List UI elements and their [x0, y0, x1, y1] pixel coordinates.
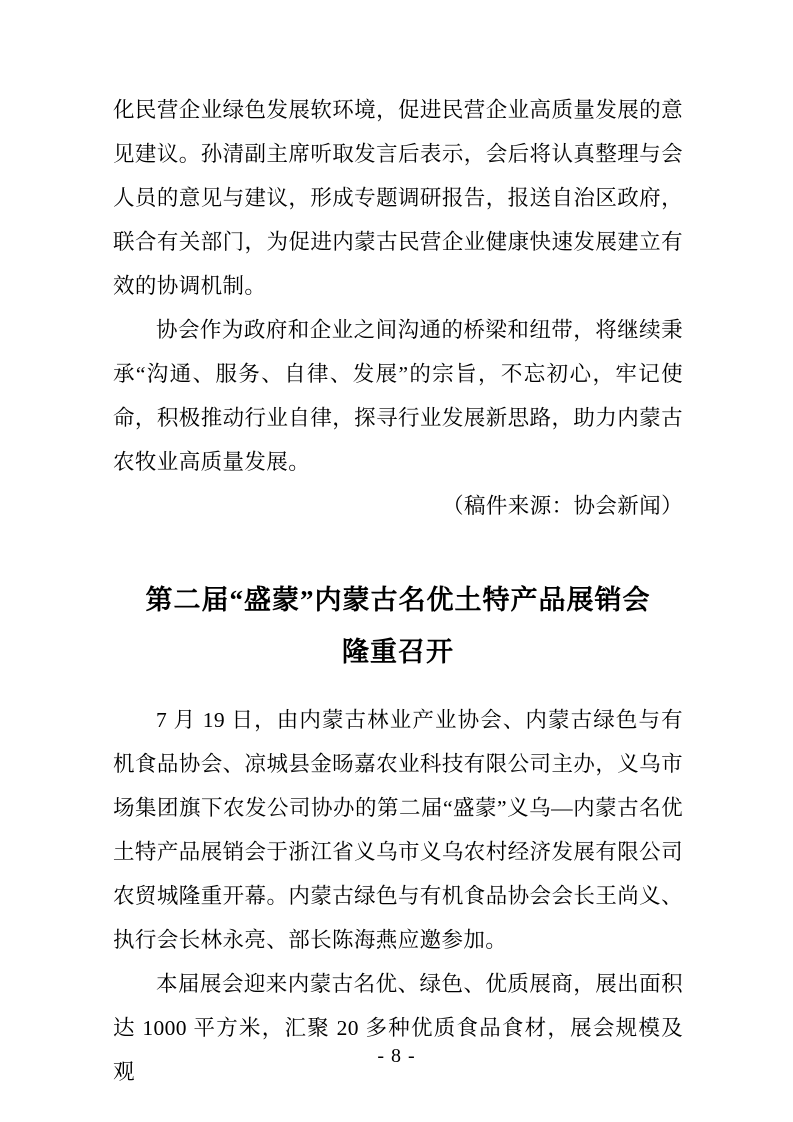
title-top-spacer [113, 528, 683, 574]
page-number: - 8 - [377, 1045, 416, 1067]
title-bottom-spacer [113, 678, 683, 698]
page-content [113, 88, 683, 1094]
paragraph-association-role: 协会作为政府和企业之间沟通的桥梁和纽带，将继续秉承“沟通、服务、自律、发展”的宗旨，不忘初心，牢记使命，积极推动行业自律，探寻行业发展新思路，助力内蒙古农牧业高质量发展。 [113, 318, 683, 474]
article-paragraph-1: 7 月 19 日，由内蒙古林业产业协会、内蒙古绿色与有机食品协会、凉城县金旸嘉农业科技有限公司主办，义乌市场集团旗下农发公司协办的第二届“盛蒙”义乌—内蒙古名优土特产品展销会于浙江省义乌市义乌农村经济发展有限公司农贸城隆重开幕。内蒙古绿色与有机食品协会会长王尚义、执行会长林永亮、部长陈海燕应邀参加。 [113, 708, 683, 952]
paragraph-continued: 化民营企业绿色发展软环境，促进民营企业高质量发展的意见建议。孙清副主席听取发言后表示，会后将认真整理与会人员的意见与建议，形成专题调研报告，报送自治区政府，联合有关部门，为促进内蒙古民营企业健康快速发展建立有效的协调机制。 [113, 98, 683, 298]
article-title-line-1: 第二届“盛蒙”内蒙古名优土特产品展销会 [145, 585, 651, 615]
paragraph-source-note: （稿件来源：协会新闻） [442, 494, 683, 518]
article-paragraph-2: 本届展会迎来内蒙古名优、绿色、优质展商，展出面积达 1000 平方米，汇聚 20 多种优质食品食材，展会规模及观 [113, 972, 683, 1084]
article-title-line-2: 隆重召开 [342, 637, 454, 667]
